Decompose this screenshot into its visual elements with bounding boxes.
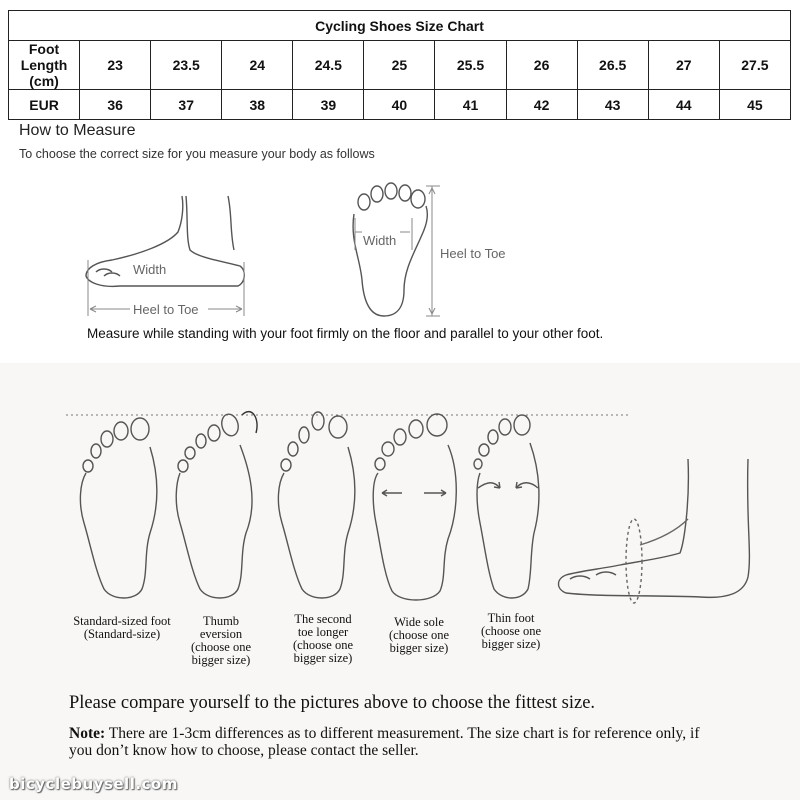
table-cell: 24 <box>222 41 293 90</box>
table-cell: 24.5 <box>293 41 364 90</box>
how-to-measure-title: How to Measure <box>19 122 136 139</box>
foot-type-caption <box>466 612 556 651</box>
top-view-length-arrow <box>426 186 440 316</box>
caption-line: (choose one <box>388 628 450 642</box>
row-header-foot-length: Foot Length (cm) <box>9 41 80 90</box>
caption-line: Wide sole <box>394 615 444 629</box>
table-cell: 25 <box>364 41 435 90</box>
table-cell: 23 <box>80 41 151 90</box>
foot-type-caption <box>176 615 266 667</box>
how-to-measure-subtitle: To choose the correct size for you measure your body as follows <box>19 147 375 161</box>
table-cell: 23.5 <box>151 41 222 90</box>
table-cell: 37 <box>151 90 222 120</box>
foot-types-panel <box>0 363 800 800</box>
table-cell: 44 <box>648 90 719 120</box>
thin-foot-icon <box>474 415 539 598</box>
table-cell: 45 <box>719 90 790 120</box>
thumb-eversion-foot-icon <box>176 412 257 598</box>
measure-illustration <box>0 170 800 320</box>
caption-line: eversion <box>199 627 243 641</box>
top-view-width-label: Width <box>363 233 397 248</box>
side-view-length-label: Heel to Toe <box>133 302 199 317</box>
caption-line: bigger size) <box>191 653 251 667</box>
table-cell: 25.5 <box>435 41 506 90</box>
standard-foot-icon <box>80 418 156 598</box>
table-row-eur <box>9 90 791 120</box>
table-cell: 43 <box>577 90 648 120</box>
compare-instruction: Please compare yourself to the pictures above to choose the fittest size. <box>69 693 596 713</box>
caption-line: bigger size) <box>293 651 353 665</box>
side-foot-measure-icon <box>559 459 750 603</box>
table-cell: 26 <box>506 41 577 90</box>
side-view-width-label: Width <box>133 262 167 277</box>
second-toe-longer-foot-icon <box>278 412 354 598</box>
size-note <box>69 725 709 759</box>
wide-sole-foot-icon <box>373 414 456 600</box>
table-cell: 41 <box>435 90 506 120</box>
table-cell: 27.5 <box>719 41 790 90</box>
foot-type-caption <box>60 615 184 641</box>
foot-type-caption <box>278 613 368 665</box>
table-cell: 40 <box>364 90 435 120</box>
caption-line: The second <box>294 612 352 626</box>
caption-line: toe longer <box>297 625 349 639</box>
table-row-foot-length <box>9 41 791 90</box>
site-watermark: bicyclebuysell.com <box>9 775 178 793</box>
table-cell: 36 <box>80 90 151 120</box>
caption-line: (Standard-size) <box>83 627 161 641</box>
table-cell: 38 <box>222 90 293 120</box>
caption-line: (choose one <box>292 638 354 652</box>
top-view-length-label: Heel to Toe <box>440 246 506 261</box>
foot-type-caption <box>374 616 464 655</box>
caption-line: (choose one <box>190 640 252 654</box>
table-cell: 39 <box>293 90 364 120</box>
table-cell: 27 <box>648 41 719 90</box>
note-text: There are 1-3cm differences as to different measurement. The size chart is for reference only, if you don’t know how to choose, please contact the seller. <box>69 725 700 759</box>
top-view-foot-icon <box>353 183 427 316</box>
size-chart-title: Cycling Shoes Size Chart <box>9 11 791 41</box>
caption-line: Thin foot <box>487 611 535 625</box>
caption-line: Thumb <box>202 614 240 628</box>
table-cell: 26.5 <box>577 41 648 90</box>
measure-instruction: Measure while standing with your foot firmly on the floor and parallel to your other foot. <box>87 326 604 341</box>
row-header-eur: EUR <box>9 90 80 120</box>
size-chart-table <box>8 10 791 120</box>
caption-line: bigger size) <box>389 641 449 655</box>
caption-line: Standard-sized foot <box>73 614 171 628</box>
table-cell: 42 <box>506 90 577 120</box>
caption-line: (choose one <box>480 624 542 638</box>
note-label: Note: <box>69 725 106 742</box>
caption-line: bigger size) <box>481 637 541 651</box>
